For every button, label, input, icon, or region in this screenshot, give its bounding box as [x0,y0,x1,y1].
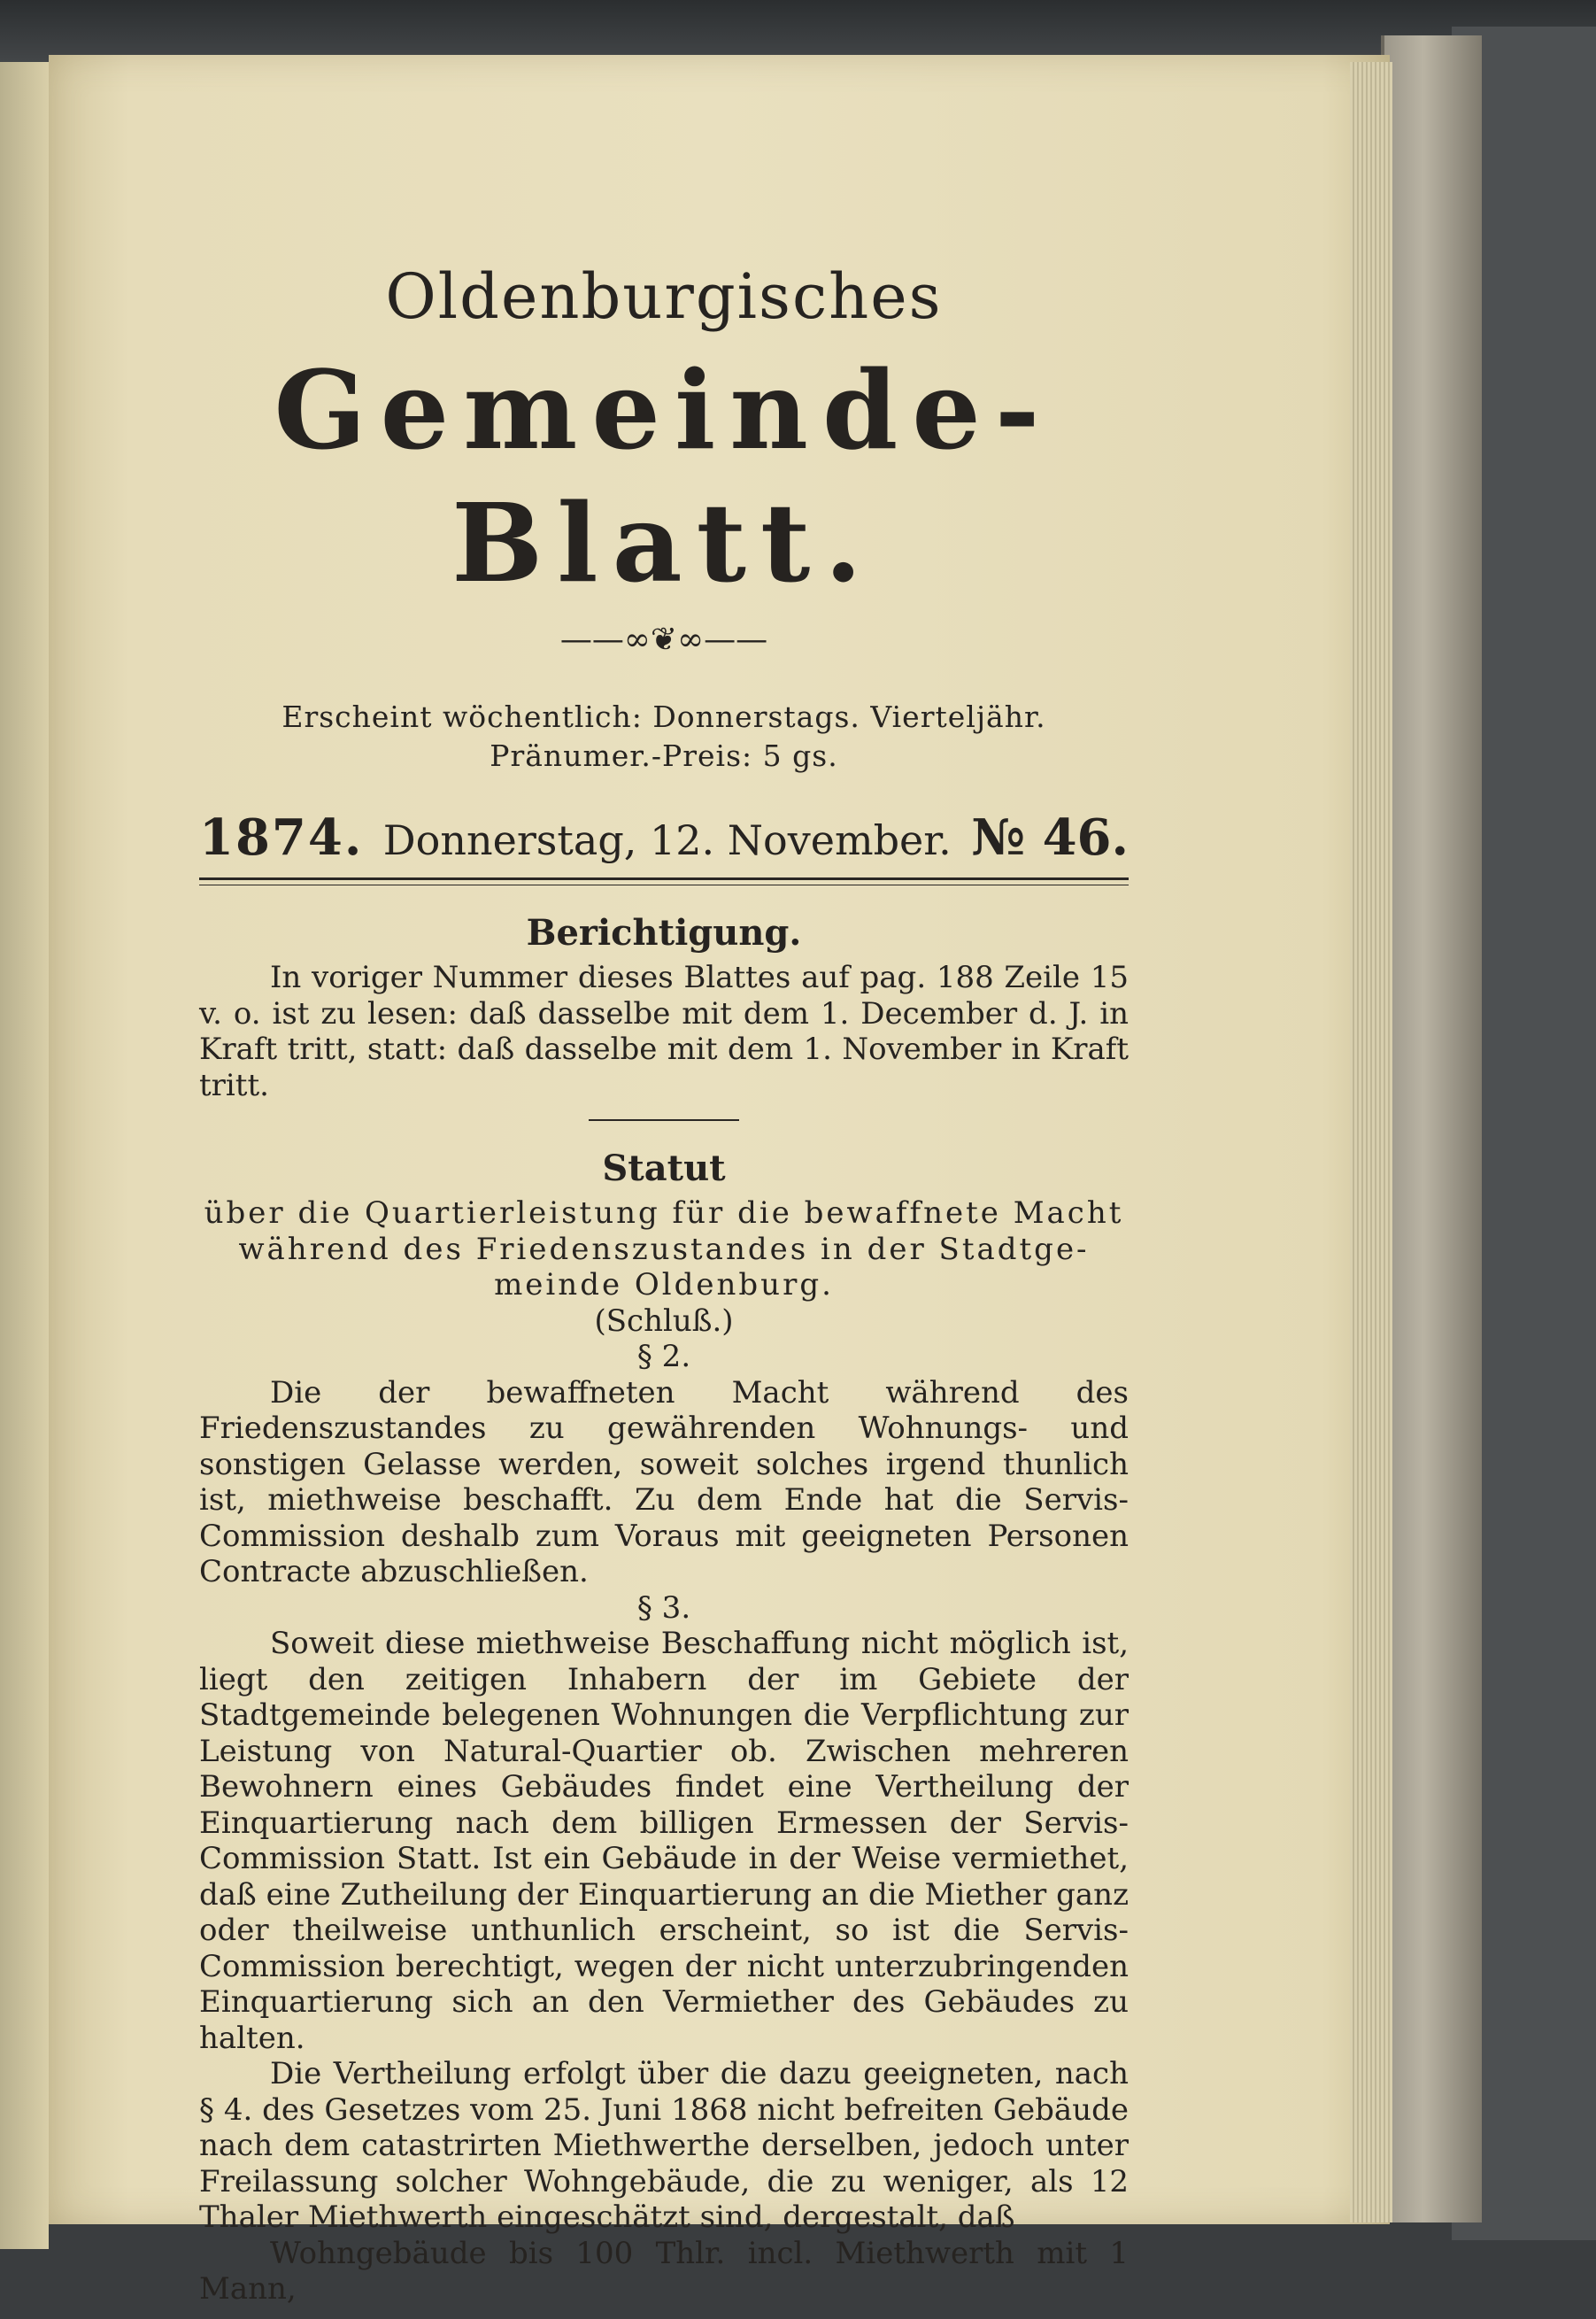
ornament-divider: ——∞❦∞—— [559,622,768,658]
page-content [199,257,1129,2307]
masthead-title: Gemeinde-Blatt. [274,346,1054,607]
subscription-line: Erscheint wöchentlich: Donnerstags. Vierteljähr. Pränumer.-Preis: 5 gs. [281,700,1046,773]
last-line: Wohngebäude bis 100 Thlr. incl. Miethwerth mit 1 Mann, [199,2235,1129,2307]
masthead-subtitle: Oldenburgisches [385,260,943,333]
cover-board-edge [1381,35,1482,2222]
issue-year: 1874. [199,808,364,867]
page-stack-edges [1350,62,1392,2222]
section-3-heading: § 3. [636,1589,691,1626]
left-page-edge [0,62,49,2249]
section-divider [589,1119,739,1121]
statut-subtitle-line-1: über die Quartierleistung für die bewaffnete Macht [204,1195,1124,1231]
berichtigung-title: Berichtigung. [526,912,802,954]
berichtigung-text: In voriger Nummer dieses Blattes auf pag. 188 Zeile 15 v. o. ist zu lesen: daß dasselbe mit dem 1. December d. J. in Kraft tritt, statt: daß dasselbe mit dem 1. November in Kraft tritt. [199,960,1129,1103]
issue-number: № 46. [971,808,1129,867]
statut-subtitle-line-2: während des Friedenszustandes in der Stadtge- [238,1231,1090,1267]
issue-date: Donnerstag, 12. November. [382,816,952,864]
vertheilung-text: Die Vertheilung erfolgt über die dazu geeigneten, nach § 4. des Gesetzes vom 25. Juni 1868 nicht befreiten Gebäude nach dem catastrirten Miethwerthe derselben, jedoch unter Freilassung solcher Wohngebäude, die zu weniger, als 12 Thaler Miethwerth eingeschätzt sind, dergestalt, daß [199,2056,1129,2235]
statut-subtitle-line-3: meinde Oldenburg. [494,1267,834,1303]
statut-title: Statut [602,1148,726,1189]
dateline [199,808,1129,880]
section-2-text: Die der bewaffneten Macht während des Friedenszustandes zu gewährenden Wohnungs- und sonstigen Gelasse werden, soweit solches irgend thunlich ist, miethweise beschafft. Zu dem Ende hat die Servis-Commission deshalb zum Voraus mit geeigneten Personen Contracte abzuschließen. [199,1374,1129,1589]
section-3-text: Soweit diese miethweise Beschaffung nicht möglich ist, liegt den zeitigen Inhabern der im Gebiete der Stadtgemeinde belegenen Wohnungen die Verpflichtung zur Leistung von Natural-Quartier ob. Zwischen mehreren Bewohnern eines Gebäudes findet eine Vertheilung der Einquartierung nach dem billigen Ermessen der Servis-Commission Statt. Ist ein Gebäude in der Weise vermiethet, daß eine Zutheilung der Einquartierung an die Miether ganz oder theilweise unthunlich erscheint, so ist die Servis-Commission berechtigt, wegen der nicht unterzubringenden Einquartierung sich an den Vermiether des Gebäudes zu halten. [199,1626,1129,2056]
section-2-heading: § 2. [636,1339,691,1374]
schluss-note: (Schluß.) [594,1303,734,1339]
